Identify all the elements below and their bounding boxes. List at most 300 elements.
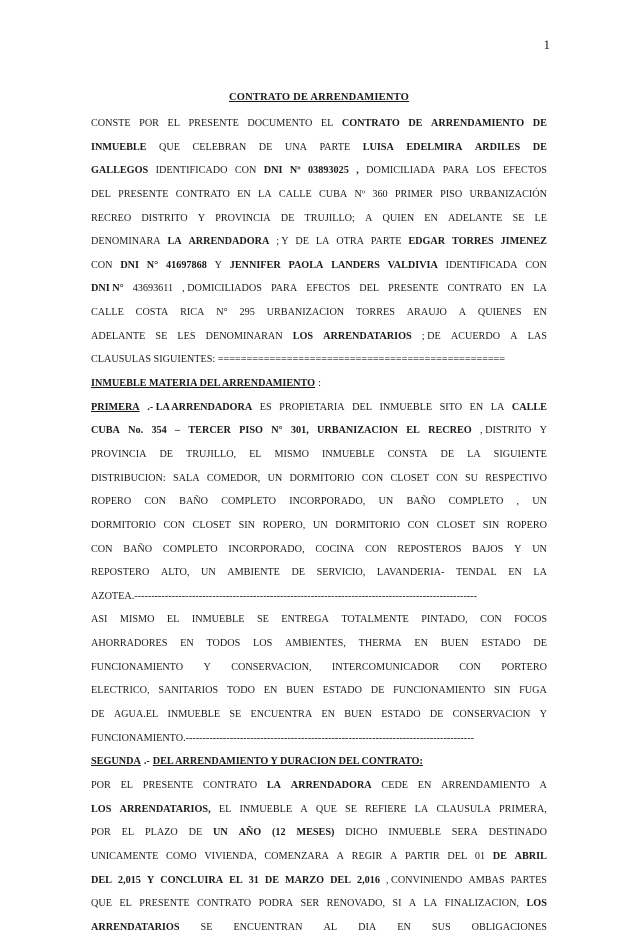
text-run: DEL xyxy=(91,874,112,886)
text-run: BUEN xyxy=(440,638,469,650)
text-run: LANDERS xyxy=(331,259,380,271)
text-run: EL xyxy=(229,874,243,886)
text-run: Y xyxy=(146,874,155,886)
text-run: REPOSTERO xyxy=(91,567,150,579)
text-line xyxy=(91,277,547,301)
text-run: LOS xyxy=(253,638,273,650)
text-line xyxy=(91,585,547,609)
text-run: UN xyxy=(213,827,228,839)
text-run: COMEDOR, xyxy=(206,472,261,484)
text-run: LE xyxy=(534,212,547,224)
text-run: , xyxy=(356,165,359,177)
text-run: ARRENDAMIENTO xyxy=(431,118,525,129)
text-run: SALA xyxy=(172,472,200,484)
text-run: CLOSET xyxy=(390,472,429,484)
text-run: MESES) xyxy=(296,827,335,839)
text-run: DORMITORIO xyxy=(91,519,156,531)
text-run: COMO xyxy=(166,850,197,862)
text-run: , xyxy=(516,496,520,508)
text-run: CONTRATO xyxy=(341,118,400,129)
text-run: URBANIZACIÓN xyxy=(469,188,547,200)
text-run: UN xyxy=(201,567,216,579)
text-run: LAS xyxy=(527,330,547,342)
text-run: , DOMICILIADOS xyxy=(182,283,262,295)
text-run: .- LA ARRENDADORA xyxy=(147,401,253,413)
text-run: COCINA xyxy=(315,543,355,555)
text-run: GALLEGOS xyxy=(91,165,149,177)
text-line xyxy=(91,538,547,562)
text-run: MISMO xyxy=(119,614,155,626)
text-run: A xyxy=(408,898,417,910)
text-run: CALLE xyxy=(91,307,124,319)
text-run: A xyxy=(510,330,518,342)
text-run: SE xyxy=(155,330,168,342)
text-run: CON xyxy=(144,496,166,508)
text-line xyxy=(91,396,547,420)
text-run: CON xyxy=(525,259,547,271)
text-run: INCORPORADO, xyxy=(289,496,366,508)
text-run: LA xyxy=(533,283,547,295)
text-run: DE xyxy=(532,141,547,153)
text-line xyxy=(91,821,547,845)
text-run: AMBAS xyxy=(468,874,505,886)
text-run: COSTA xyxy=(135,307,169,319)
text-run: AMBIENTES, xyxy=(285,638,346,650)
text-run: ABRIL xyxy=(514,850,547,862)
text-line xyxy=(91,325,547,349)
text-line xyxy=(91,207,547,231)
text-run: DE xyxy=(291,567,306,579)
text-run: ADELANTE xyxy=(448,212,503,224)
text-run: EFECTOS xyxy=(306,283,351,295)
text-run: EL xyxy=(218,803,232,815)
text-run: INMUEBLE MATERIA DEL ARRENDAMIENTO xyxy=(91,378,316,390)
text-run: FUGA xyxy=(519,685,547,697)
text-run: ROPERO xyxy=(91,496,132,508)
text-run: DOMICILIADA xyxy=(366,165,436,177)
text-run: SERA xyxy=(451,827,478,839)
text-run: LUISA xyxy=(362,141,394,153)
text-run: PRESENTE xyxy=(388,283,439,295)
text-run: ARRENDAMIENTO xyxy=(441,779,530,791)
text-run: ARRENDADORA xyxy=(290,779,372,791)
text-run: QUE xyxy=(315,803,337,815)
text-run: OBLIGACIONES xyxy=(471,921,547,933)
text-run: DE xyxy=(533,638,547,650)
text-run: ; DE xyxy=(421,330,441,342)
text-run: PISO xyxy=(239,425,263,437)
text-run: Y xyxy=(539,709,547,721)
text-run: FINALIZACION, xyxy=(444,898,520,910)
text-run: PARTE xyxy=(370,236,402,248)
text-run: JIMENEZ xyxy=(500,236,547,248)
text-run: POR xyxy=(91,827,111,839)
text-run: UN xyxy=(267,472,283,484)
text-run: ESTADO xyxy=(322,685,362,697)
text-run: BAÑO xyxy=(179,496,209,508)
text-run: EN xyxy=(469,401,484,413)
text-run: EN xyxy=(321,709,335,721)
text-run: REGIR xyxy=(351,850,383,862)
text-run: 31 xyxy=(248,874,259,886)
text-run: EN xyxy=(417,779,432,791)
text-run: CON xyxy=(365,543,387,555)
text-run: CLAUSULAS SIGUIENTES: ================================================== xyxy=(91,354,506,366)
text-run: PROPIETARIA xyxy=(279,401,345,413)
text-run: RICA xyxy=(180,307,205,319)
text-run: – xyxy=(175,425,181,437)
text-run: N° xyxy=(216,307,228,319)
text-run: UN xyxy=(532,496,547,508)
text-run: CUBA xyxy=(318,188,348,200)
text-run: OTRA xyxy=(336,236,364,248)
text-run: QUE xyxy=(91,898,112,910)
text-run: FUNCIONAMIENTO xyxy=(91,661,184,673)
text-run: EL xyxy=(167,118,180,129)
text-run: SE xyxy=(256,614,269,626)
text-line xyxy=(91,845,547,869)
text-run: DEL ARRENDAMIENTO Y DURACION DEL CONTRATO: xyxy=(152,756,423,768)
text-line xyxy=(91,703,547,727)
text-run: SE xyxy=(345,803,357,815)
text-run: AHORRADORES xyxy=(91,638,168,650)
text-run: TORRES xyxy=(356,307,395,319)
text-run: DORMITORIO xyxy=(289,472,355,484)
text-run: CON xyxy=(234,165,257,177)
text-run: EFECTOS xyxy=(502,165,547,177)
text-line xyxy=(91,774,547,798)
text-run: INMUEBLE xyxy=(191,614,245,626)
text-run: LES xyxy=(177,330,196,342)
text-run: DNI xyxy=(120,259,139,271)
text-run: Y xyxy=(214,259,222,271)
text-run: IDENTIFICADO xyxy=(155,165,228,177)
text-line xyxy=(91,727,547,751)
text-run: SEGUNDA xyxy=(91,756,141,768)
text-run: ARRENDADORA xyxy=(188,236,270,248)
text-run: RECREO xyxy=(428,425,472,437)
document-body xyxy=(91,112,547,939)
text-run: DEL xyxy=(91,188,111,200)
text-run: SIN xyxy=(493,685,511,697)
text-run: ACUERDO xyxy=(450,330,501,342)
text-run: EL xyxy=(249,448,262,460)
text-run: DEL xyxy=(330,874,352,886)
text-run: PARTES xyxy=(510,874,547,886)
text-run: CONSERVACION, xyxy=(231,661,312,673)
text-run: CON xyxy=(459,661,481,673)
text-run: 41697868 xyxy=(166,259,207,271)
text-run: ASI xyxy=(91,614,108,626)
document-title: CONTRATO DE ARRENDAMIENTO xyxy=(228,92,410,103)
text-run: SIGUIENTE xyxy=(493,448,547,460)
text-run: SANITARIOS xyxy=(158,685,219,697)
text-run: EN xyxy=(180,638,194,650)
text-run: LA xyxy=(414,803,429,815)
text-run: COMPLETO xyxy=(448,496,504,508)
text-line xyxy=(91,679,547,703)
text-run: QUE xyxy=(159,141,180,153)
text-run: INMUEBLE xyxy=(239,803,293,815)
text-run: JENNIFER xyxy=(229,259,281,271)
text-line xyxy=(91,254,547,278)
text-run: INMUEBLE xyxy=(91,141,147,153)
text-run: (12 xyxy=(272,827,286,839)
text-run: INMUEBLE xyxy=(379,401,433,413)
text-line xyxy=(91,798,547,822)
text-run: PRESENTE xyxy=(118,188,169,200)
text-run: TRUJILLO, xyxy=(186,448,237,460)
text-run: .- xyxy=(143,756,150,768)
text-run: CONTRATO xyxy=(175,188,230,200)
text-line xyxy=(91,301,547,325)
text-run: LAVANDERIA- xyxy=(376,567,445,579)
text-run: MISMO xyxy=(274,448,310,460)
text-run: 03893025 xyxy=(308,165,349,177)
text-run: COMPLETO xyxy=(221,496,276,508)
text-run: CONSTA xyxy=(387,448,428,460)
text-run: PRIMER xyxy=(394,188,433,200)
text-run: PRESENTE xyxy=(142,779,194,791)
text-run: ROPERO, xyxy=(262,519,306,531)
text-run: PAOLA xyxy=(288,259,324,271)
text-run: VALDIVIA xyxy=(387,259,438,271)
text-run: No. xyxy=(128,425,144,437)
text-run: DIA xyxy=(358,921,377,933)
text-run: POR xyxy=(139,118,159,129)
text-run: UNA xyxy=(284,141,307,153)
text-line xyxy=(91,372,547,396)
text-run: LA xyxy=(315,236,330,248)
text-line xyxy=(91,443,547,467)
text-run: EN xyxy=(263,685,278,697)
text-run: EN xyxy=(510,283,525,295)
text-run: 354 xyxy=(151,425,167,437)
text-run: CLOSET xyxy=(436,519,476,531)
text-run: AGUA.EL xyxy=(113,709,159,721)
text-run: TODOS xyxy=(206,638,241,650)
text-run: LA xyxy=(167,236,182,248)
text-run: 301, xyxy=(290,425,309,437)
text-run: EN xyxy=(424,212,438,224)
text-run: DEL xyxy=(359,283,380,295)
text-run: DE xyxy=(159,448,174,460)
text-run: LA xyxy=(423,898,438,910)
text-run: EN xyxy=(237,188,251,200)
text-run: DE xyxy=(429,709,444,721)
text-run: EN xyxy=(397,921,411,933)
text-run: LOS xyxy=(91,803,112,815)
text-run: LA xyxy=(258,188,272,200)
text-run: PARTIR xyxy=(405,850,440,862)
text-run: DE xyxy=(280,212,295,224)
text-run: EN xyxy=(533,307,547,319)
text-run: SIN xyxy=(238,519,256,531)
text-run: : xyxy=(318,378,321,390)
text-run: 2,015 xyxy=(117,874,141,886)
text-run: EN xyxy=(414,638,428,650)
text-line xyxy=(91,916,547,939)
text-run: PRIMERA, xyxy=(499,803,547,815)
text-run: PARA xyxy=(270,283,298,295)
text-line xyxy=(91,136,547,160)
text-run: ELECTRICO, xyxy=(91,685,150,697)
text-run: UN xyxy=(312,519,328,531)
text-run: DENOMINARAN xyxy=(205,330,283,342)
text-run: INMUEBLE xyxy=(388,827,441,839)
text-run: RECREO xyxy=(91,212,132,224)
text-line xyxy=(91,183,547,207)
text-run: SE xyxy=(200,921,213,933)
text-run: REPOSTEROS xyxy=(397,543,462,555)
text-run: EL xyxy=(120,779,134,791)
page-number: 1 xyxy=(543,37,550,52)
text-run: DICHO xyxy=(345,827,378,839)
text-run: SUS xyxy=(431,921,451,933)
text-run: A xyxy=(539,779,547,791)
text-run: DE xyxy=(440,448,455,460)
text-run: PARTE xyxy=(319,141,351,153)
text-run: A xyxy=(336,850,344,862)
text-run: COMPLETO xyxy=(162,543,218,555)
text-run: EN xyxy=(508,567,522,579)
text-run: IDENTIFICADA xyxy=(445,259,518,271)
text-run: Y xyxy=(203,661,211,673)
text-run: DE xyxy=(295,236,309,248)
text-run: ENTREGA xyxy=(281,614,329,626)
text-run: A xyxy=(300,803,308,815)
text-run: ALTO, xyxy=(160,567,190,579)
text-run: SI xyxy=(392,898,402,910)
text-run: FOCOS xyxy=(514,614,547,626)
text-run: URBANIZACION xyxy=(317,425,398,437)
text-run: PODRA xyxy=(258,898,294,910)
text-run: ARDILES xyxy=(474,141,521,153)
text-run: Nº xyxy=(289,165,301,177)
text-run: AÑO xyxy=(238,827,262,839)
text-run: UN xyxy=(532,543,547,555)
text-run: PORTERO xyxy=(501,661,547,673)
text-run: DE xyxy=(532,118,547,129)
text-run: TRUJILLO; xyxy=(304,212,355,224)
text-run: Nº xyxy=(354,188,366,200)
text-run: EL xyxy=(320,118,334,129)
text-run: ARRENDATARIOS, xyxy=(119,803,211,815)
text-run: CELEBRAN xyxy=(192,141,247,153)
text-run: LA xyxy=(467,448,481,460)
text-run: ARAUJO xyxy=(406,307,447,319)
text-run: PRESENTE xyxy=(139,898,190,910)
text-run: TOTALMENTE xyxy=(341,614,409,626)
text-run: CLAUSULA xyxy=(436,803,491,815)
text-run: ESTADO xyxy=(381,709,421,721)
text-run: ROPERO xyxy=(506,519,547,531)
text-run: PRIMERA xyxy=(91,401,140,413)
text-run: DE xyxy=(258,141,273,153)
text-run: ES xyxy=(259,401,272,413)
text-run: CONTRATO xyxy=(447,283,502,295)
text-run: , DISTRITO xyxy=(480,425,532,437)
text-line xyxy=(91,159,547,183)
text-run: SER xyxy=(300,898,320,910)
text-line xyxy=(91,656,547,680)
text-run: QUIENES xyxy=(477,307,522,319)
text-run: DE xyxy=(370,685,385,697)
text-run: INMUEBLE xyxy=(167,709,221,721)
text-run: COMENZARA xyxy=(264,850,329,862)
text-run: BUEN xyxy=(344,709,372,721)
text-run: N° xyxy=(146,259,159,271)
text-run: EL xyxy=(119,898,132,910)
text-run: 360 xyxy=(372,188,388,200)
text-run: AL xyxy=(323,921,338,933)
text-run: Y xyxy=(539,425,547,437)
text-run: CONTRATO xyxy=(202,779,258,791)
text-run: UNICAMENTE xyxy=(91,850,159,862)
text-run: N° xyxy=(271,425,283,437)
text-run: ENCUENTRA xyxy=(250,709,313,721)
text-line xyxy=(91,514,547,538)
text-run: CON xyxy=(480,614,502,626)
text-run: DESTINADO xyxy=(488,827,547,839)
text-run: Y xyxy=(197,212,206,224)
text-run: THERMA xyxy=(358,638,402,650)
text-run: DNI xyxy=(263,165,283,177)
text-run: AMBIENTE xyxy=(227,567,280,579)
text-run: EL xyxy=(406,425,420,437)
text-run: CALLE xyxy=(278,188,312,200)
text-run: DE xyxy=(264,874,279,886)
text-run: FUNCIONAMIENTO.------------------------------------------------------------------------------------- xyxy=(91,732,474,744)
text-run: EL xyxy=(166,614,180,626)
text-run: CON xyxy=(436,472,458,484)
text-run: INMUEBLE xyxy=(322,448,375,460)
text-line xyxy=(91,608,547,632)
text-run: AZOTEA.----------------------------------------------------------------------------------------------------- xyxy=(91,590,477,602)
text-run: LA xyxy=(533,567,547,579)
text-run: TODO xyxy=(226,685,255,697)
text-run: SE xyxy=(512,212,525,224)
text-line xyxy=(91,490,547,514)
text-line xyxy=(91,467,547,491)
text-run: ADELANTE xyxy=(91,330,146,342)
text-run: EL xyxy=(121,827,135,839)
text-run: ARRENDATARIOS xyxy=(323,330,412,342)
text-run: ; Y xyxy=(276,236,289,248)
text-run: FUNCIONAMIENTO xyxy=(393,685,486,697)
text-run: CON xyxy=(407,519,430,531)
text-run: SE xyxy=(229,709,242,721)
text-run: BAÑO xyxy=(123,543,153,555)
text-run: CONTRATO xyxy=(197,898,252,910)
text-run: DISTRIBUCION: xyxy=(91,472,166,484)
text-run: DOCUMENTO xyxy=(247,118,313,129)
text-run: BAÑO xyxy=(406,496,436,508)
text-line xyxy=(91,869,547,893)
text-run: MARZO xyxy=(285,874,325,886)
text-run: LA xyxy=(490,401,505,413)
text-run: A xyxy=(365,212,373,224)
text-run: POR xyxy=(91,779,111,791)
text-run: LOS xyxy=(526,898,547,910)
text-run: A xyxy=(389,850,398,862)
text-run: ESTADO xyxy=(481,638,521,650)
text-line xyxy=(91,750,547,774)
text-run: 01 xyxy=(474,850,486,862)
text-run: LOS xyxy=(292,330,314,342)
text-line xyxy=(91,230,547,254)
text-run: CON xyxy=(91,259,113,271)
